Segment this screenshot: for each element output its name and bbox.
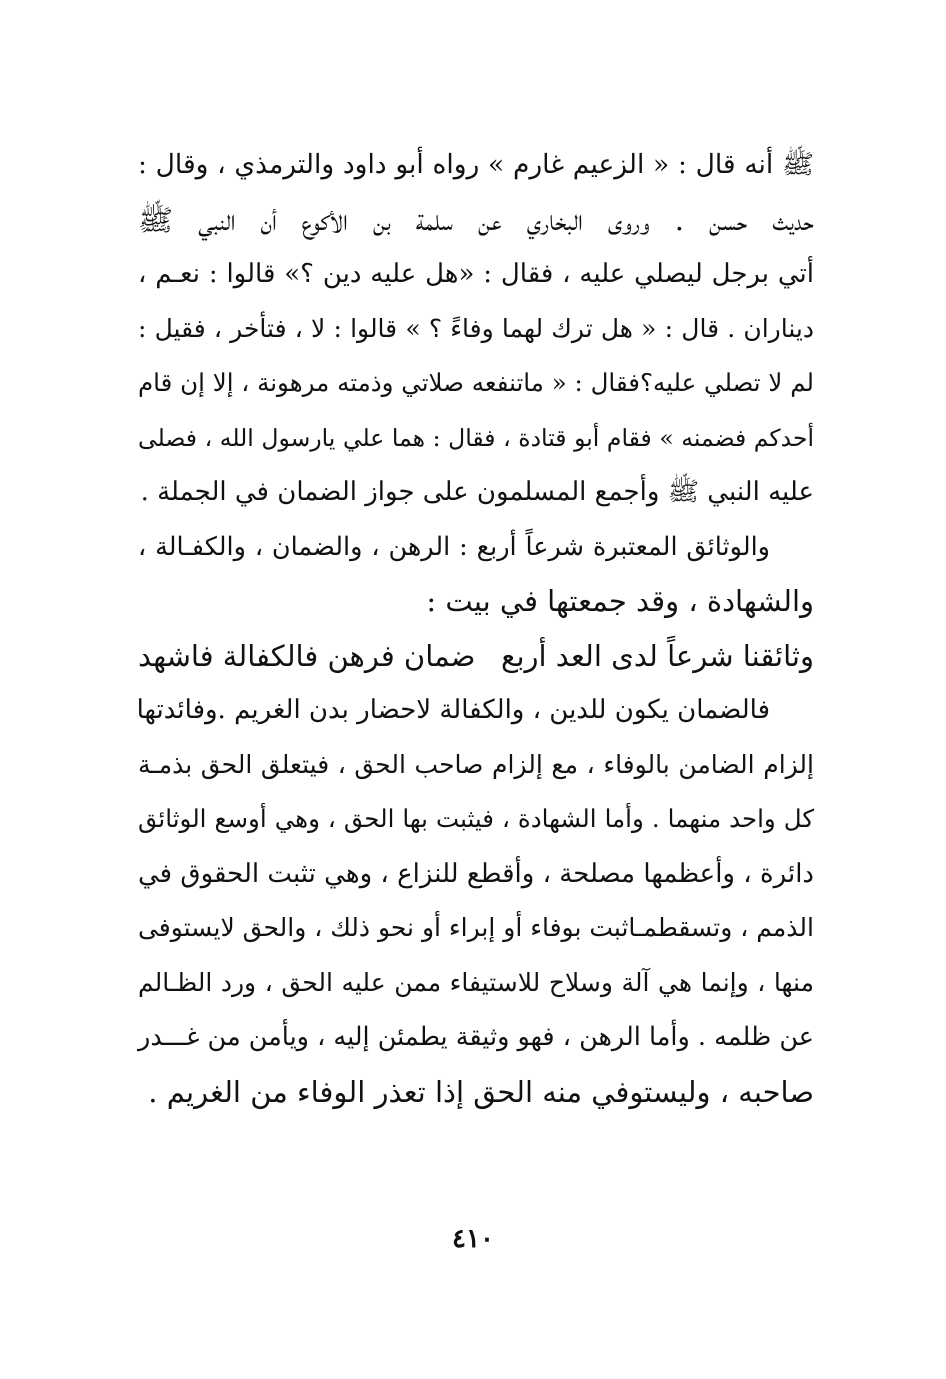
text-line: صاحبه ، وليستوفي منه الحق إذا تعذر الوفاء من الغريم . [148,1074,814,1109]
verse-line [138,629,814,684]
paragraph-2 [138,520,814,629]
text-line: حديث حسن . وروى البخاري عن سلمة بن الأكوع أن النبي ﷺ [138,202,814,237]
paragraph-1 [138,138,814,520]
text-line: إلزام الضامن بالوفاء ، مع إلزام صاحب الحق ، فيتعلق الحق بذمـة [138,749,814,779]
text-line: الذمم ، وتسقطمـاثبت بوفاء أو إبراء أو نحو ذلك ، والحق لايستوفى [137,913,814,942]
text-line: كل واحد منهما . وأما الشهادة ، فيثبت بها الحق ، وهي أوسع الوثائق [138,804,814,833]
text-line: أحدكم فضمنه » فقام أبو قتادة ، فقال : هما علي يارسول الله ، فصلى [138,423,814,452]
verse-first-hemistich: وثائقنا شرعاً لدى العد أربع [501,638,814,673]
text-line: فالضمان يكون للدين ، والكفالة لاحضار بدن الغريم .وفائدتها [136,695,770,725]
page-number: ٤١٠ [452,1224,494,1254]
page-body [138,138,814,1119]
paragraph-3 [138,683,814,1119]
text-line: والشهادة ، وقد جمعتها في بيت : [426,584,814,618]
text-line: والوثائق المعتبرة شرعاً أربع : الرهن ، والضمان ، والكفـالة ، [138,531,770,562]
text-line: لم لا تصلي عليه؟فقال : « ماتنفعه صلاتي وذمته مرهونة ، إلا إن قام [138,368,814,397]
text-line: منها ، وإنما هي آلة وسلاح للاستيفاء ممن عليه الحق ، ورد الظـالم [138,967,814,997]
verse-second-hemistich: ضمان فرهن فالكفالة فاشهد [138,638,476,673]
text-line: ﷺ أنه قال : « الزعيم غارم » رواه أبو داود والترمذي ، وقال : [138,149,814,180]
text-line: ديناران . قال : « هل ترك لهما وفاءً ؟ » قالوا : لا ، فتأخر ، فقيل : [138,313,814,343]
text-line: أتي برجل ليصلي عليه ، فقال : «هل عليه دين ؟» قالوا : نعـم ، [138,259,814,289]
text-line: عليه النبي ﷺ وأجمع المسلمون على جواز الضمان في الجملة . [140,477,814,507]
text-line: عن ظلمه . وأما الرهن ، فهو وثيقة يطمئن إليه ، ويأمن من غـــدر [138,1022,814,1052]
text-line: دائرة ، وأعظمها مصلحة ، وأقطع للنزاع ، وهي تثبت الحقوق في [138,858,814,889]
